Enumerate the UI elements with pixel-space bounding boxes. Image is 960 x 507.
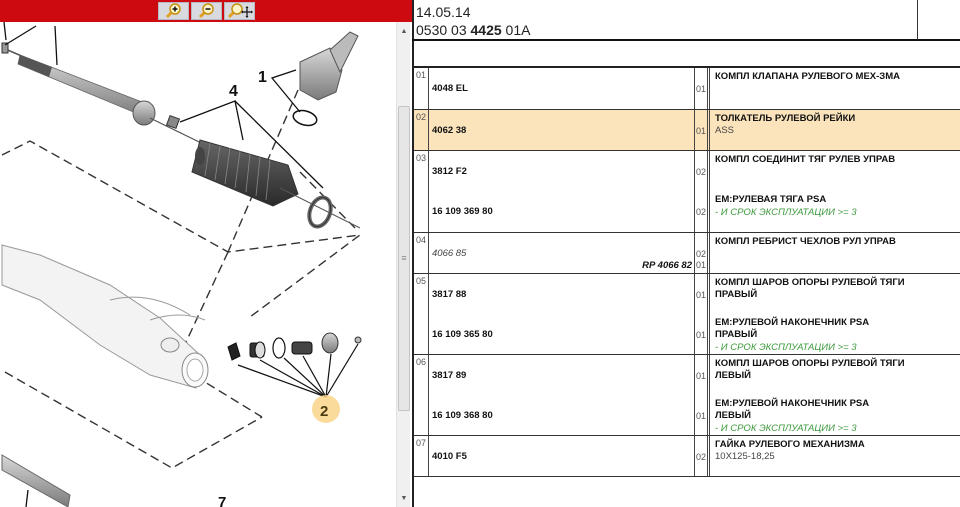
part-reference[interactable]: 3817 89 (432, 370, 467, 381)
zoom-pan-button[interactable] (224, 2, 255, 20)
part-description: ГАЙКА РУЛЕВОГО МЕХАНИЗМА (715, 439, 865, 450)
arrow-up-icon: ▲ (400, 27, 408, 35)
row-index: 07 (416, 438, 427, 448)
row-index: 03 (416, 153, 427, 163)
alt-part-description-side: ЛЕВЫЙ (715, 410, 751, 421)
diagram-scrollbar[interactable] (396, 22, 410, 507)
part-quantity: 02 (696, 249, 707, 259)
part-reference[interactable]: 4066 85 (432, 248, 467, 259)
part-note: - И СРОК ЭКСПЛУАТАЦИИ >= 3 (715, 207, 857, 218)
callout-1-label: 1 (258, 69, 267, 86)
table-row-selected[interactable] (414, 110, 960, 151)
zoom-pan-icon (227, 3, 253, 19)
part-description: ТОЛКАТЕЛЬ РУЛЕВОЙ РЕЙКИ (715, 113, 856, 124)
zoom-in-button[interactable] (158, 2, 189, 20)
arrow-down-icon: ▼ (400, 494, 408, 502)
replacement-reference[interactable]: RP 4066 82 (642, 260, 692, 271)
catalog-header (412, 0, 960, 41)
part-detail: 10X125-18,25 (715, 451, 775, 462)
part-description: КОМПЛ РЕБРИСТ ЧЕХЛОВ РУЛ УПРАВ (715, 236, 896, 247)
row-index: 01 (416, 70, 427, 80)
diagram-toolbar (0, 0, 410, 22)
part-quantity: 01 (696, 290, 707, 300)
part-description: КОМПЛ КЛАПАНА РУЛЕВОГО МЕХ-ЗМА (715, 71, 901, 82)
alt-part-reference[interactable]: 16 109 365 80 (432, 329, 493, 340)
scroll-up-button[interactable] (397, 24, 411, 38)
part-note: - И СРОК ЭКСПЛУАТАЦИИ >= 3 (715, 342, 857, 353)
table-row[interactable] (414, 68, 960, 110)
part-quantity: 01 (696, 371, 707, 381)
table-row[interactable] (414, 355, 960, 436)
parts-list-pane (412, 0, 960, 507)
catalog-date: 14.05.14 (416, 4, 471, 20)
replacement-quantity: 01 (696, 260, 707, 270)
part-reference[interactable]: 4048 EL (432, 83, 468, 94)
part-description: КОМПЛ ШАРОВ ОПОРЫ РУЛЕВОЙ ТЯГИ (715, 277, 905, 288)
alt-part-quantity: 01 (696, 411, 707, 421)
row-index: 02 (416, 112, 427, 122)
alt-part-description: ЕМ:РУЛЕВОЙ НАКОНЕЧНИК PSA (715, 317, 870, 328)
exploded-parts-diagram[interactable] (0, 22, 396, 507)
part-reference[interactable]: 4062 38 (432, 125, 467, 136)
table-row[interactable] (414, 436, 960, 477)
row-index: 04 (416, 235, 427, 245)
alt-part-reference[interactable]: 16 109 368 80 (432, 410, 493, 421)
table-row[interactable] (414, 274, 960, 355)
header-divider (917, 0, 918, 40)
part-quantity: 02 (696, 452, 707, 462)
part-quantity: 01 (696, 84, 707, 94)
alt-part-description: ЕМ:РУЛЕВАЯ ТЯГА PSA (715, 194, 827, 205)
alt-part-description-side: ПРАВЫЙ (715, 329, 758, 340)
catalog-code: 0530 03 4425 01A (416, 22, 531, 38)
scroll-thumb[interactable] (398, 106, 410, 411)
callout-7-label: 7 (218, 494, 227, 507)
zoom-in-icon (163, 3, 185, 19)
table-subheader (412, 41, 960, 68)
part-quantity: 02 (696, 167, 707, 177)
callout-4-label: 4 (229, 83, 238, 100)
part-reference[interactable]: 3817 88 (432, 289, 467, 300)
steering-rack-illustration (0, 22, 396, 507)
part-description: КОМПЛ ШАРОВ ОПОРЫ РУЛЕВОЙ ТЯГИ (715, 358, 905, 369)
part-detail: ASS (715, 125, 735, 136)
zoom-out-button[interactable] (191, 2, 222, 20)
catalog-code-bold: 4425 (470, 22, 502, 38)
part-description-side: ПРАВЫЙ (715, 289, 758, 300)
row-index: 06 (416, 357, 427, 367)
table-row[interactable] (414, 233, 960, 274)
callout-2-label: 2 (320, 403, 329, 420)
part-reference[interactable]: 4010 F5 (432, 451, 467, 462)
part-note: - И СРОК ЭКСПЛУАТАЦИИ >= 3 (715, 423, 857, 434)
alt-part-reference[interactable]: 16 109 369 80 (432, 206, 493, 217)
diagram-pane (0, 0, 412, 507)
part-description-side: ЛЕВЫЙ (715, 370, 751, 381)
zoom-out-icon (196, 3, 218, 19)
part-quantity: 01 (696, 126, 707, 136)
table-row[interactable] (414, 151, 960, 233)
alt-part-description: ЕМ:РУЛЕВОЙ НАКОНЕЧНИК PSA (715, 398, 870, 409)
part-description: КОМПЛ СОЕДИНИТ ТЯГ РУЛЕВ УПРАВ (715, 154, 896, 165)
scroll-down-button[interactable] (397, 491, 411, 505)
alt-part-quantity: 02 (696, 207, 707, 217)
part-reference[interactable]: 3812 F2 (432, 166, 467, 177)
grip-icon: ≡ (401, 253, 407, 263)
alt-part-quantity: 01 (696, 330, 707, 340)
row-index: 05 (416, 276, 427, 286)
parts-table (414, 68, 960, 477)
